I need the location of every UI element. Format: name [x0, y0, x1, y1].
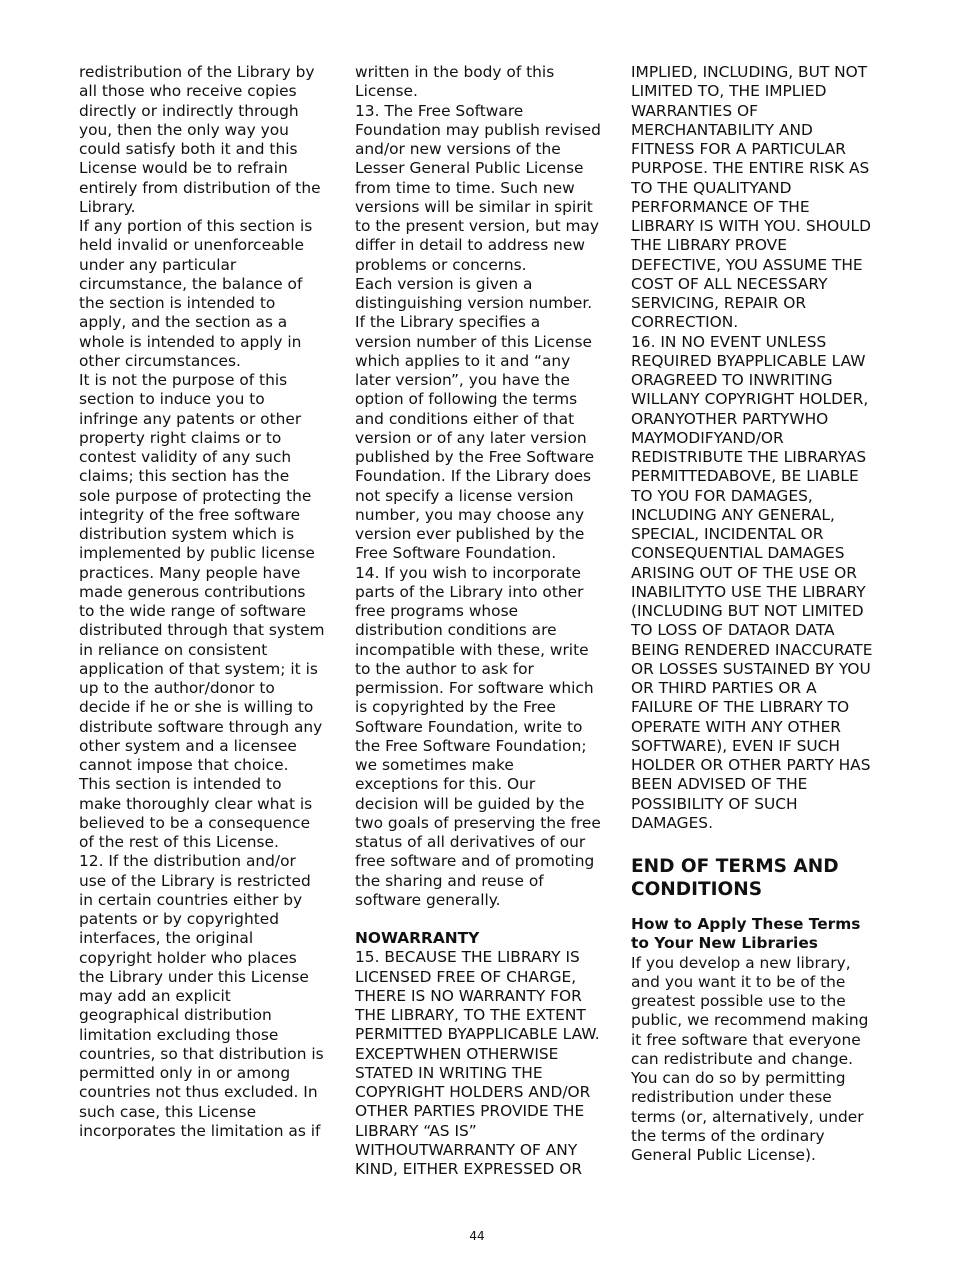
paragraph: If any portion of this section is held invalid or unenforceable under any particular circumstance, the balance of the section is intended to apply, and the section as a whole is intended to apply in other circumstances.: [79, 217, 313, 370]
end-of-terms-heading: END OF TERMS AND CONDITIONS: [631, 856, 839, 900]
apply-terms-text: If you develop a new library, and you want it to be of the greatest possible use to the public, we recommend making it free software that everyone can redistribute and change. You can do so by permitting redistribution under these terms (or, alternatively, under the terms of the ordinary General Public License).: [631, 953, 869, 1164]
warranty-text: 15. BECAUSE THE LIBRARY IS LICENSED FREE OF CHARGE, THERE IS NO WARRANTY FOR THE LIBRARY, TO THE EXTENT PERMITTED BYAPPLICABLE LAW. EXCEPTWHEN OTHERWISE STATED IN WRITING THE COPYRIGHT HOLDERS AND/OR OTHER PARTIES PROVIDE THE LIBRARY “AS IS” WITHOUTWARRANTY OF ANY KIND, EITHER EXPRESSED OR: [355, 948, 600, 1178]
paragraph: It is not the purpose of this section to induce you to infringe any patents or other property right claims or to contest validity of any such claims; this section has the sole purpose of protecting the integrity of the free software distribution system which is implemented by public license practices. Many people have made generous contributions to the wide range of software distributed through that system in reliance on consistent application of that system; it is up to the author/donor to decide if he or she is willing to distribute software through any other system and a licensee cannot impose that choice.: [79, 371, 325, 774]
paragraph: IMPLIED, INCLUDING, BUT NOT LIMITED TO, THE IMPLIED WARRANTIES OF MERCHANTABILITY AND FITNESS FOR A PARTICULAR PURPOSE. THE ENTIRE RISK AS TO THE QUALITYAND PERFORMANCE OF THE LIBRARY IS WITH YOU. SHOULD THE LIBRARY PROVE DEFECTIVE, YOU ASSUME THE COST OF ALL NECESSARY SERVICING, REPAIR OR CORRECTION.: [631, 63, 871, 332]
paragraph: 12. If the distribution and/or use of the Library is restricted in certain countries either by patents or by copyrighted interfaces, the original copyright holder who places the Library under this License may add an explicit geographical distribution limitation excluding those countries, so that distribution is permitted only in or among countries not thus excluded. In such case, this License incorporates the limitation as if: [79, 852, 324, 1140]
paragraph: redistribution of the Library by all those who receive copies directly or indirectly through you, then the only way you could satisfy both it and this License would be to refrain entirely from distribution of the Library.: [79, 63, 321, 216]
column-2: [355, 63, 601, 1179]
column-1: [79, 63, 325, 1141]
paragraph: 14. If you wish to incorporate parts of the Library into other free programs whose distribution conditions are incompatible with these, write to the author to ask for permission. For software which is copyrighted by the Free Software Foundation, write to the Free Software Foundation; we sometimes make exceptions for this. Our decision will be guided by the two goals of preserving the free status of all derivatives of our free software and of promoting the sharing and reuse of software generally.: [355, 563, 601, 909]
paragraph: This section is intended to make thoroughly clear what is believed to be a consequence of the rest of this License.: [79, 775, 313, 851]
spacer: [355, 910, 601, 929]
paragraph: 16. IN NO EVENT UNLESS REQUIRED BYAPPLICABLE LAW ORAGREED TO INWRITING WILLANY COPYRIGHT HOLDER, ORANYOTHER PARTYWHO MAYMODIFYAND/OR REDISTRIBUTE THE LIBRARYAS PERMITTEDABOVE, BE LIABLE TO YOU FOR DAMAGES, INCLUDING ANY GENERAL, SPECIAL, INCIDENTAL OR CONSEQUENTIAL DAMAGES ARISING OUT OF THE USE OR INABILITYTO USE THE LIBRARY (INCLUDING BUT NOT LIMITED TO LOSS OF DATAOR DATA BEING RENDERED INACCURATE OR LOSSES SUSTAINED BY YOU OR THIRD PARTIES OR A FAILURE OF THE LIBRARY TO OPERATE WITH ANY OTHER SOFTWARE), EVEN IF SUCH HOLDER OR OTHER PARTY HAS BEEN ADVISED OF THE POSSIBILITY OF SUCH DAMAGES.: [631, 332, 873, 832]
warranty-heading: NOWARRANTY: [355, 929, 480, 947]
page-number: 44: [469, 1229, 485, 1243]
apply-terms-heading: How to Apply These Terms to Your New Libraries: [631, 915, 861, 953]
paragraph: Each version is given a distinguishing version number. If the Library specifies a version number of this License which applies to it and “any later version”, you have the option of following the terms and conditions either of that version or of any later version published by the Free Software Foundation. If the Library does not specify a license version number, you may choose any version ever published by the Free Software Foundation.: [355, 274, 595, 563]
paragraph: written in the body of this License.: [355, 63, 555, 101]
column-3: [631, 63, 877, 1165]
paragraph: 13. The Free Software Foundation may publish revised and/or new versions of the Lesser General Public License from time to time. Such new versions will be similar in spirit to the present version, but may differ in detail to address new problems or concerns.: [355, 101, 601, 274]
